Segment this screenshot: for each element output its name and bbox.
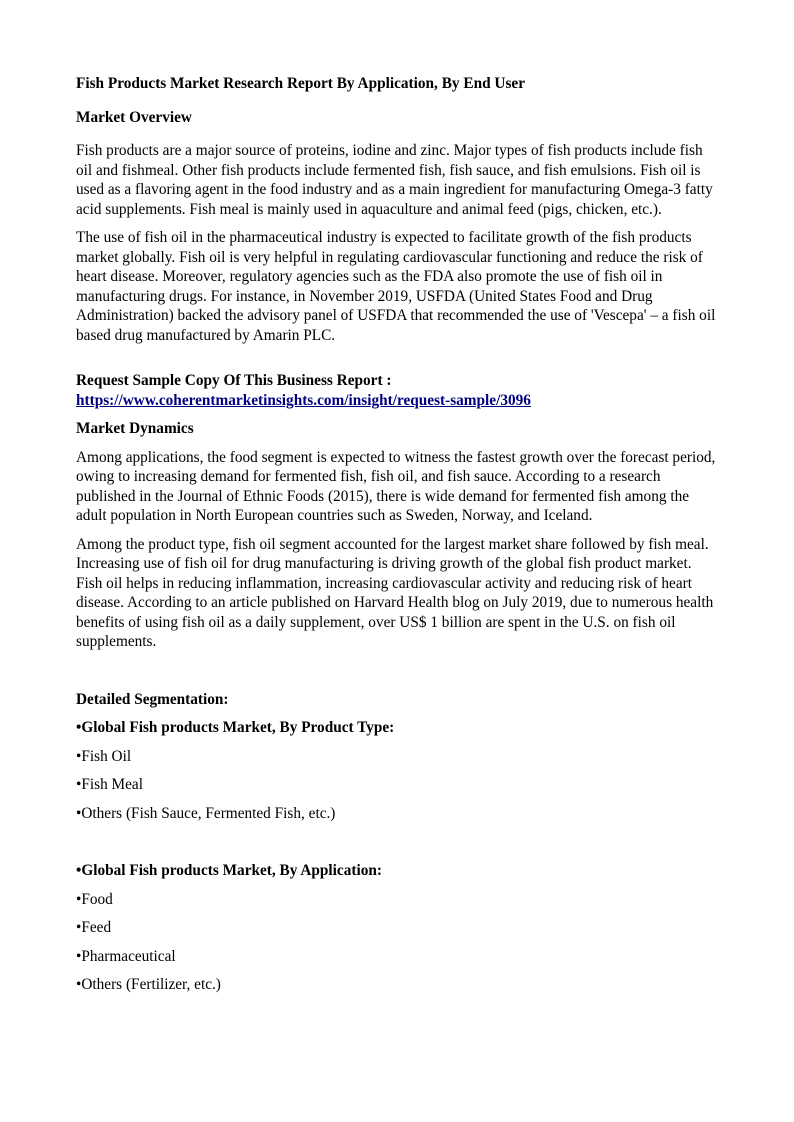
overview-paragraph-2: The use of fish oil in the pharmaceutical industry is expected to facilitate growth of the fish products market globally. Fish oil is very helpful in regulating cardiovascular functioning and reduce the risk of heart disease. Moreover, regulatory agencies such as the FDA also promote the use of fish oil in manufacturing drugs. For instance, in November 2019, USFDA (United States Food and Drug Administration) backed the advisory panel of USFDA that recommended the use of 'Vescepa' – a fish oil based drug manufactured by Amarin PLC. xyxy=(76,229,716,344)
list-item: •Food xyxy=(76,890,113,908)
dynamics-paragraph-1: Among applications, the food segment is expected to witness the fastest growth over the forecast period, owing to increasing demand for fermented fish, fish oil, and fish sauce. According to a research published in the Journal of Ethnic Foods (2015), there is wide demand for fermented fish among the adult population in North European countries such as Sweden, Norway, and Iceland. xyxy=(76,448,716,524)
product-type-heading: •Global Fish products Market, By Product Type: xyxy=(76,719,395,736)
list-item: •Feed xyxy=(76,919,112,936)
list-item: •Others (Fish Sauce, Fermented Fish, etc.) xyxy=(76,804,336,822)
market-dynamics-heading: Market Dynamics xyxy=(76,420,194,437)
detailed-segmentation-heading: Detailed Segmentation: xyxy=(76,690,229,708)
list-item: •Pharmaceutical xyxy=(76,947,176,965)
document-page xyxy=(76,74,720,995)
dynamics-paragraph-2: Among the product type, fish oil segment accounted for the largest market share followed by fish meal. Increasing use of fish oil for drug manufacturing is driving growth of the global fish product market. Fish oil helps in reducing inflammation, increasing cardiovascular activity and reducing risk of heart disease. According to an article published on Harvard Health blog on July 2019, due to numerous health benefits of using fish oil as a daily supplement, over US$ 1 billion are spent in the U.S. on fish oil supplements. xyxy=(76,535,714,650)
list-item: •Fish Meal xyxy=(76,776,143,793)
document-title: Fish Products Market Research Report By Application, By End User xyxy=(76,75,525,92)
request-sample-link[interactable]: https://www.coherentmarketinsights.com/insight/request-sample/3096 xyxy=(76,391,531,409)
overview-paragraph-1: Fish products are a major source of proteins, iodine and zinc. Major types of fish products include fish oil and fishmeal. Other fish products include fermented fish, fish sauce, and fish emulsions. Fish oil is used as a flavoring agent in the food industry and as a main ingredient for manufacturing Omega-3 fatty acid supplements. Fish meal is mainly used in aquaculture and animal feed (pigs, chicken, etc.). xyxy=(76,142,713,218)
application-heading: •Global Fish products Market, By Application: xyxy=(76,862,382,879)
list-item: •Others (Fertilizer, etc.) xyxy=(76,976,221,993)
request-sample-label: Request Sample Copy Of This Business Report : xyxy=(76,372,392,389)
market-overview-heading: Market Overview xyxy=(76,108,192,126)
list-item: •Fish Oil xyxy=(76,747,132,765)
